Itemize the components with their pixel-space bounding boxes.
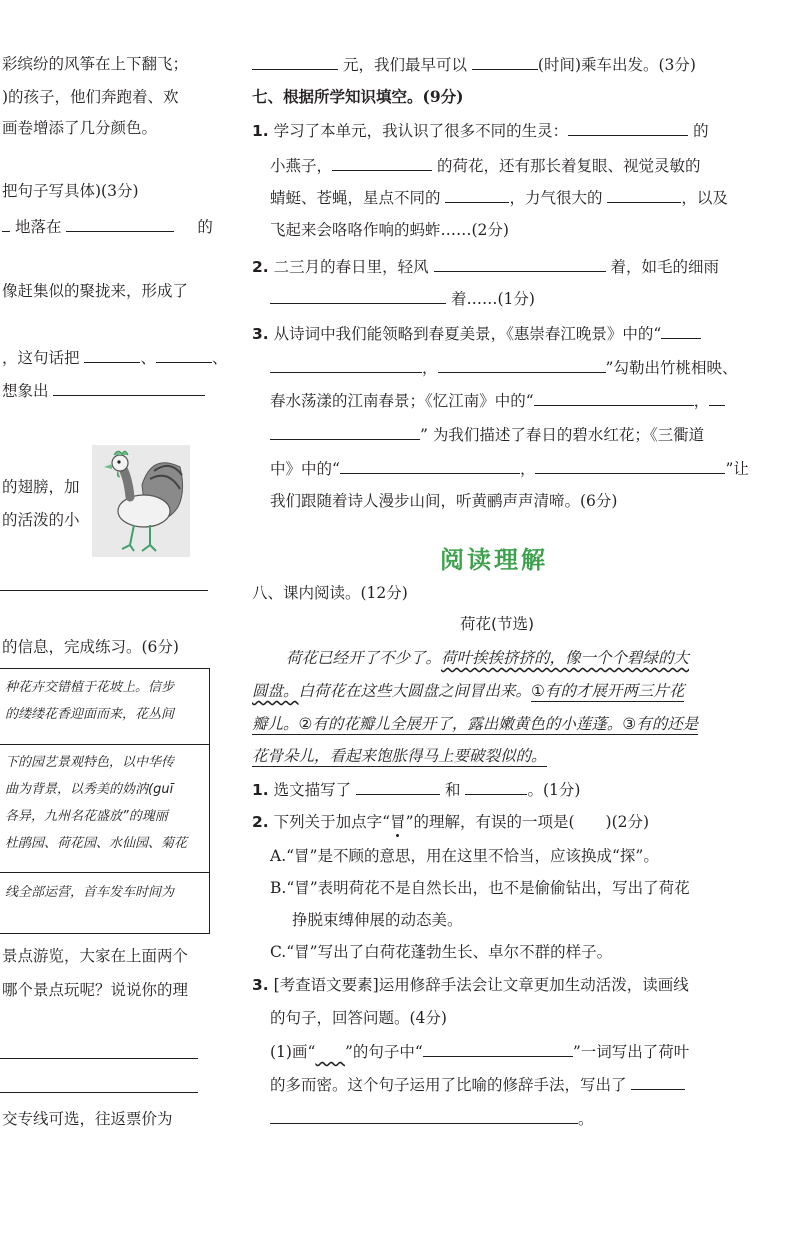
- wavy-underlined-sentence: 荷叶挨挨挤挤的，像一个个碧绿的大: [441, 649, 690, 667]
- left-line-4: 把句子写具体)(3分): [2, 182, 139, 200]
- passage-line-1: [286, 648, 689, 668]
- left-line-5: [2, 216, 213, 237]
- question-number: 3.: [252, 976, 269, 994]
- blank[interactable]: [53, 380, 205, 396]
- blank[interactable]: [709, 390, 725, 406]
- question-number: 1.: [252, 781, 269, 799]
- box-line-4: 曲为背景，以秀美的妫汭(guī: [5, 782, 174, 797]
- text: 的荷花，还有那长着复眼、视觉灵敏的: [436, 157, 701, 175]
- q8-3-line-3: [270, 1041, 689, 1062]
- left-line-1: 彩缤纷的风筝在上下翻飞；: [2, 55, 189, 73]
- text: 和: [445, 781, 461, 799]
- text: 的多而密。这个句子运用了比喻的修辞手法，写出了: [270, 1076, 627, 1094]
- wavy-underlined-sentence: 圆盘。: [252, 682, 299, 700]
- blank[interactable]: [2, 216, 10, 232]
- text: [考查语文要素]运用修辞手法会让文章更加生动活泼，读画线: [273, 976, 689, 994]
- q8-2-option-b[interactable]: B.“冒”表明荷花不是自然长出，也不是偷偷钻出，写出了荷花: [270, 879, 690, 897]
- q8-2-option-c[interactable]: C.“冒”写出了白荷花蓬勃生长、卓尔不群的样子。: [270, 943, 613, 961]
- left-line-14: 交专线可选，往返票价为: [2, 1110, 173, 1128]
- passage-line-4: [252, 746, 547, 766]
- text: 、: [140, 349, 156, 367]
- text: ，力气很大的: [509, 189, 603, 207]
- passage-line-2: [252, 681, 684, 701]
- text: 下列关于加点字“: [273, 813, 391, 831]
- text: 春水荡漾的江南春景；《忆江南》中的“: [270, 392, 534, 410]
- q8-2-option-b-cont: 挣脱束缚伸展的动态美。: [292, 911, 463, 929]
- left-line-10: 的活泼的小: [2, 511, 80, 529]
- left-line-12: 景点游览，大家在上面两个: [2, 947, 189, 965]
- text: 想象出: [2, 382, 49, 400]
- q7-3-line-1: [252, 323, 701, 344]
- question-number: 2.: [252, 813, 269, 831]
- blank[interactable]: [252, 54, 338, 70]
- box-line-7: 线全部运营，首车发车时间为: [5, 885, 175, 900]
- rooster-illustration: [92, 445, 190, 557]
- wavy-mark-sample: [315, 1043, 345, 1061]
- info-box: [0, 668, 210, 934]
- q7-2-line-1: [252, 256, 719, 277]
- blank[interactable]: [472, 54, 538, 70]
- blank[interactable]: [568, 120, 688, 136]
- q7-3-line-2: [270, 357, 737, 378]
- text: ”的理解，有误的一项是( )(2分): [405, 813, 650, 831]
- passage-title: 荷花(节选): [460, 615, 535, 633]
- q7-3-line-6: 我们跟随着诗人漫步山间，听黄鹂声声清啼。(6分): [270, 492, 618, 510]
- blank[interactable]: [356, 779, 440, 795]
- blank[interactable]: [340, 458, 520, 474]
- text: 选文描写了: [273, 781, 352, 799]
- q8-3: [252, 975, 689, 995]
- question-7-heading: 七、根据所学知识填空。(9分): [252, 87, 464, 106]
- blank[interactable]: [631, 1074, 685, 1090]
- q7-1-line-3: [270, 187, 728, 208]
- left-line-2: )的孩子，他们奔跑着、欢: [2, 88, 179, 106]
- underlined-sentence: 瓣儿。②有的花瓣儿全展开了，露出嫩黄色的小莲蓬。③有的还是: [252, 715, 699, 733]
- question-number: 3.: [252, 325, 269, 343]
- blank[interactable]: [445, 187, 509, 203]
- text: 学习了本单元，我认识了很多不同的生灵：: [273, 122, 569, 140]
- right-line-1: [252, 54, 696, 75]
- text: 。(1分): [527, 781, 581, 799]
- text: 元，我们最早可以: [342, 56, 467, 74]
- text: 。: [578, 1110, 594, 1128]
- passage-line-3: [252, 714, 698, 734]
- left-line-7: [2, 347, 227, 368]
- box-line-2: 的缕缕花香迎面而来，花丛间: [5, 707, 175, 722]
- box-line-3: 下的园艺景观特色，以中华传: [5, 755, 175, 770]
- text: 小燕子，: [270, 157, 333, 175]
- answer-line[interactable]: [0, 1058, 198, 1059]
- text: 白荷花在这些大圆盘之间冒出来。: [298, 682, 532, 700]
- text: ，: [422, 359, 438, 377]
- text: 、: [211, 349, 228, 367]
- text: ，: [519, 460, 536, 478]
- q7-1-line-4: 飞起来会咯咯作响的蚂蚱……(2分): [270, 221, 509, 239]
- text: 荷花已经开了不少了。: [286, 649, 442, 667]
- box-line-5: 各异，九州名花盛放”的瑰丽: [5, 809, 168, 824]
- q7-3-line-4: [270, 424, 704, 445]
- q8-3-line-4: [270, 1074, 685, 1095]
- text: ”勾勒出竹桃相映、: [605, 359, 738, 377]
- q8-3-line-5: [270, 1108, 594, 1129]
- blank[interactable]: [66, 216, 174, 232]
- left-line-8: [2, 380, 205, 401]
- text: ，以及: [681, 189, 728, 207]
- answer-line[interactable]: [0, 1092, 198, 1093]
- q7-3-line-3: [270, 390, 725, 411]
- section-title-reading: 阅读理解: [440, 545, 548, 574]
- rooster-icon: [92, 445, 190, 557]
- question-number: 2.: [252, 258, 269, 276]
- text: 着，如毛的细雨: [610, 258, 720, 276]
- text: ”让: [725, 460, 749, 478]
- left-line-9: 的翅膀，加: [2, 478, 80, 496]
- q7-3-line-5: [270, 458, 749, 479]
- question-8-heading: 八、课内阅读。(12分): [252, 584, 408, 602]
- q7-1-line-2: [270, 155, 700, 176]
- text: ，这句话把: [2, 349, 80, 367]
- blank[interactable]: [423, 1041, 573, 1057]
- text: 地落在: [14, 218, 62, 236]
- q8-2: [252, 812, 649, 832]
- text: 的: [197, 218, 213, 236]
- text: ” 为我们描述了春日的碧水红花；《三衢道: [420, 426, 705, 444]
- question-number: 1.: [252, 122, 269, 140]
- text: ，: [693, 392, 710, 410]
- q8-2-option-a[interactable]: A.“冒”是不顾的意思，用在这里不恰当，应该换成“探”。: [270, 847, 659, 865]
- underlined-sentence: ①有的才展开两三片花: [531, 682, 685, 700]
- text: 蜻蜓、苍蝇，星点不同的: [270, 189, 441, 207]
- text: ”的句子中“: [344, 1043, 423, 1061]
- text: 的: [693, 122, 709, 140]
- text: 中》中的“: [270, 460, 340, 478]
- blank[interactable]: [607, 187, 681, 203]
- text: (1)画“: [270, 1043, 316, 1061]
- blank[interactable]: [661, 323, 701, 339]
- q7-1-line-1: [252, 120, 709, 141]
- blank[interactable]: [438, 357, 606, 373]
- text: 从诗词中我们能领略到春夏美景，《惠崇春江晚景》中的“: [273, 325, 662, 343]
- text: 二三月的春日里，轻风: [273, 258, 429, 276]
- blank[interactable]: [156, 347, 212, 363]
- divider: [0, 872, 209, 873]
- blank[interactable]: [535, 458, 725, 474]
- left-line-11: 的信息，完成练习。(6分): [2, 638, 179, 656]
- underlined-sentence: 花骨朵儿，看起来饱胀得马上要破裂似的。: [252, 747, 547, 765]
- blank[interactable]: [534, 390, 694, 406]
- blank[interactable]: [84, 347, 140, 363]
- left-line-3: 画卷增添了几分颜色。: [2, 119, 158, 137]
- box-line-1: 种花卉交错植于花坡上。信步: [5, 680, 175, 695]
- blank[interactable]: [332, 155, 432, 171]
- q7-2-line-2: [270, 288, 535, 309]
- blank[interactable]: [270, 424, 420, 440]
- text: 着……(1分): [450, 290, 535, 308]
- blank[interactable]: [434, 256, 606, 272]
- left-line-6: 像赶集似的聚拢来，形成了: [2, 282, 189, 300]
- left-line-13: 哪个景点玩呢？说说你的理: [2, 981, 189, 999]
- blank[interactable]: [270, 357, 422, 373]
- q8-3-line-2: 的句子，回答问题。(4分): [270, 1009, 447, 1027]
- answer-line[interactable]: [0, 590, 208, 591]
- blank[interactable]: [270, 288, 446, 304]
- dotted-character: 冒: [390, 813, 406, 831]
- box-line-6: 杜鹃园、荷花园、水仙园、菊花: [5, 836, 188, 851]
- q8-1: [252, 779, 580, 800]
- text: ”一词写出了荷叶: [572, 1043, 690, 1061]
- text: (时间)乘车出发。(3分): [537, 56, 696, 74]
- blank[interactable]: [270, 1108, 578, 1124]
- blank[interactable]: [465, 779, 527, 795]
- divider: [0, 744, 209, 745]
